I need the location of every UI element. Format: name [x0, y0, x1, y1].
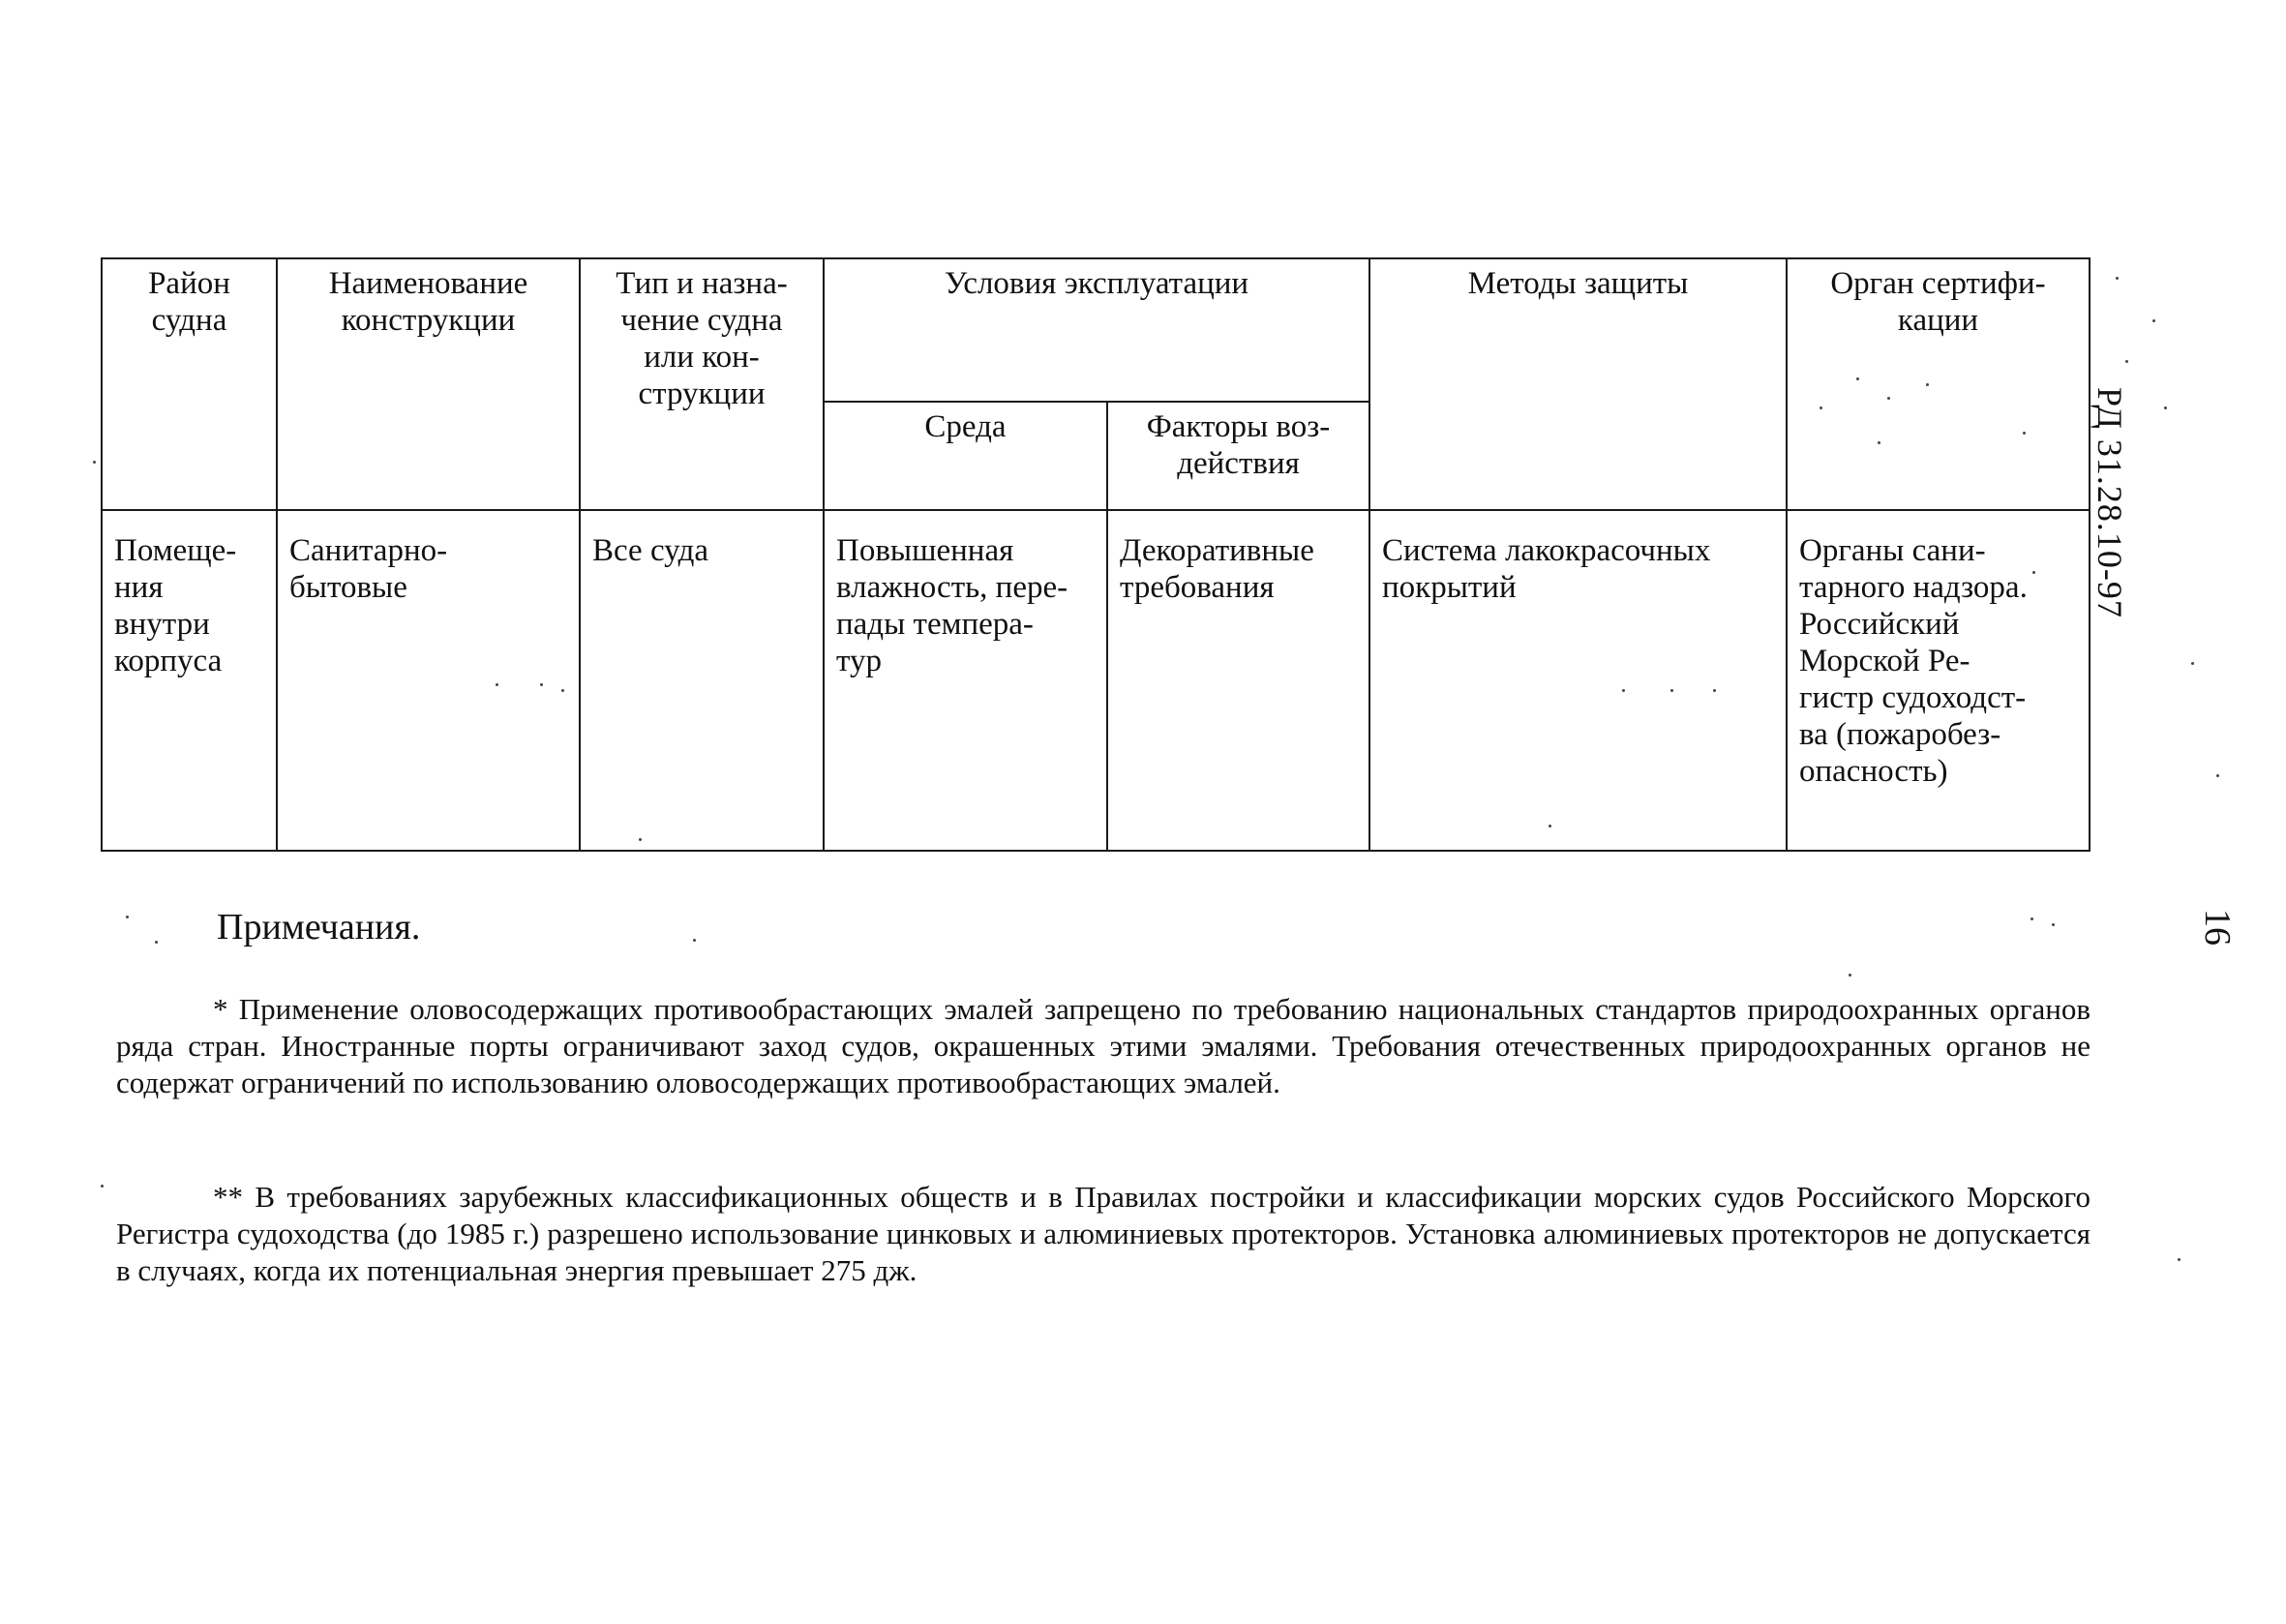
document-code: РД 31.28.10-97 [2090, 387, 2129, 618]
page-number: 16 [2197, 909, 2238, 946]
table-row [102, 510, 2090, 851]
cell-protection-methods: Система лакокрасочных покрытий [1369, 510, 1787, 851]
cell-structure-name: Санитарно- бытовые [277, 510, 580, 851]
notes-title: Примечания. [217, 907, 421, 947]
note-item: * Применение оловосодержащих противообрастающих эмалей запрещено по требованию национальных стандартов природоохранных органов ряда стран. Иностранные порты ограничивают заход судов, окрашенных этими эмалями. Требования отечественных природоохранных органов не содержат ограничений по использованию оловосодержащих противообрастающих эмалей. [116, 992, 2090, 1099]
cell-vessel-type: Все суда [580, 510, 824, 851]
header-vessel-type: Тип и назна- чение судна или кон- струкции [580, 258, 824, 510]
header-environment: Среда [824, 402, 1107, 510]
table-header-row [102, 258, 2090, 402]
header-certification-body: Орган сертифи- кации [1787, 258, 2090, 510]
header-region: Район судна [102, 258, 277, 510]
cell-impact-factors: Декоративные требования [1107, 510, 1369, 851]
cell-region: Помеще- ния внутри корпуса [102, 510, 277, 851]
cell-certification-body: Органы сани- тарного надзора. Российский Морской Ре- гистр судоходст- ва (пожаробез- опасность) [1787, 510, 2090, 851]
note-item: ** В требованиях зарубежных классификационных обществ и в Правилах постройки и классификации морских судов Российского Морского Регистра судоходства (до 1985 г.) разрешено использование цинковых и алюминиевых протекторов. Установка алюминиевых протекторов не допускается в случаях, когда их потенциальная энергия превышает 275 дж. [116, 1180, 2090, 1287]
conditions-table [101, 257, 2090, 852]
header-impact-factors: Факторы воз- действия [1107, 402, 1369, 510]
header-protection-methods: Методы защиты [1369, 258, 1787, 510]
header-structure-name: Наименование конструкции [277, 258, 580, 510]
cell-environment: Повышенная влажность, пере- пады темпера- тур [824, 510, 1107, 851]
header-operating-conditions: Условия эксплуатации [824, 258, 1369, 402]
